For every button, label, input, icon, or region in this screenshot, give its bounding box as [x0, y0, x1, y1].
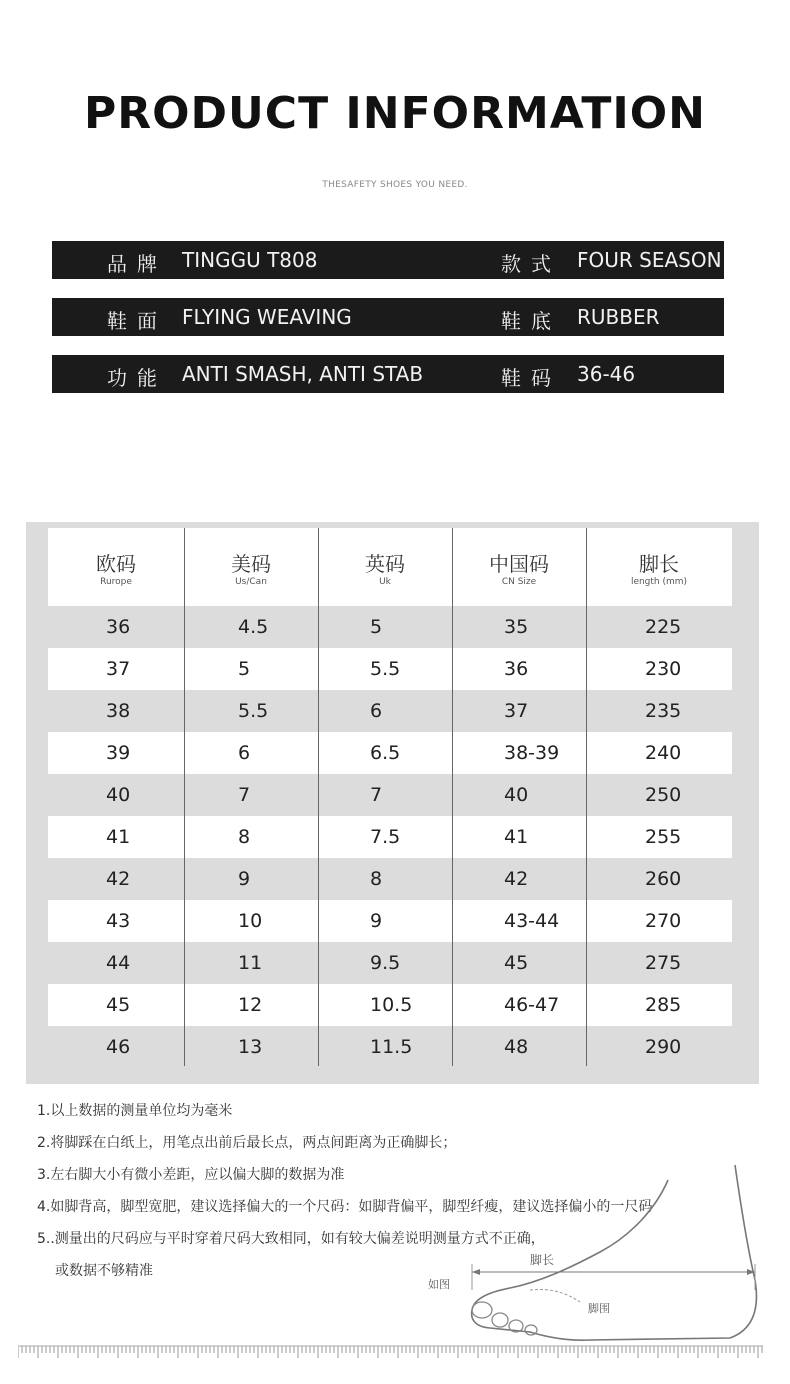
info-label-brand: 品牌 — [107, 252, 167, 276]
table-cell: 4.5 — [238, 616, 269, 638]
info-value-upper: FLYING WEAVING — [182, 305, 352, 329]
info-label-size: 鞋码 — [501, 366, 561, 390]
table-cell: 10.5 — [370, 994, 413, 1016]
note-3: 3.左右脚大小有微小差距，应以偏大脚的数据为准 — [37, 1167, 345, 1183]
table-row — [48, 774, 732, 816]
header-eu — [48, 528, 184, 606]
table-row — [48, 606, 732, 648]
info-bar-2 — [52, 298, 724, 336]
table-cell: 48 — [504, 1036, 529, 1058]
page-subtitle: THESAFETY SHOES YOU NEED. — [322, 180, 468, 190]
table-cell: 230 — [645, 658, 682, 680]
column-divider — [586, 528, 587, 1066]
info-value-sole: RUBBER — [577, 305, 660, 329]
size-table-header — [48, 528, 732, 606]
table-cell: 6 — [238, 742, 251, 764]
table-cell: 43-44 — [504, 910, 560, 932]
table-cell: 42 — [504, 868, 529, 890]
table-cell: 12 — [238, 994, 263, 1016]
header-uk-en: Uk — [379, 577, 391, 587]
table-cell: 260 — [645, 868, 682, 890]
table-cell: 36 — [504, 658, 529, 680]
header-us-en: Us/Can — [235, 577, 267, 587]
table-cell: 38-39 — [504, 742, 560, 764]
table-row — [48, 858, 732, 900]
table-cell: 6.5 — [370, 742, 401, 764]
table-cell: 8 — [238, 826, 251, 848]
table-row — [48, 1026, 732, 1068]
info-value-size: 36-46 — [577, 362, 636, 386]
table-cell: 45 — [106, 994, 131, 1016]
info-value-function: ANTI SMASH, ANTI STAB — [182, 362, 424, 386]
info-value-style: FOUR SEASON — [577, 248, 722, 272]
table-cell: 7 — [370, 784, 383, 806]
table-cell: 5 — [238, 658, 251, 680]
header-length — [586, 528, 732, 606]
table-cell: 5 — [370, 616, 383, 638]
table-cell: 5.5 — [238, 700, 269, 722]
note-2: 2.将脚踩在白纸上，用笔点出前后最长点，两点间距离为正确脚长； — [37, 1135, 457, 1151]
table-cell: 7.5 — [370, 826, 401, 848]
info-label-function: 功能 — [107, 366, 167, 390]
table-cell: 275 — [645, 952, 682, 974]
table-cell: 41 — [504, 826, 529, 848]
diagram-label-jiaowei: 脚围 — [588, 1302, 610, 1315]
table-row — [48, 942, 732, 984]
table-cell: 13 — [238, 1036, 263, 1058]
table-cell: 46-47 — [504, 994, 560, 1016]
foot-outline-icon — [472, 1165, 757, 1340]
note-5-continued: 或数据不够精准 — [55, 1263, 153, 1279]
info-value-brand: TINGGU T808 — [182, 248, 318, 272]
table-cell: 6 — [370, 700, 383, 722]
ruler-icon — [18, 1344, 763, 1360]
table-cell: 39 — [106, 742, 131, 764]
table-row — [48, 900, 732, 942]
header-cn-zh: 中国码 — [489, 552, 549, 576]
table-cell: 38 — [106, 700, 131, 722]
table-row — [48, 816, 732, 858]
header-length-en: length (mm) — [630, 577, 688, 587]
header-uk — [318, 528, 452, 606]
table-cell: 46 — [106, 1036, 131, 1058]
note-1: 1.以上数据的测量单位均为毫米 — [37, 1103, 233, 1119]
column-divider — [318, 528, 319, 1066]
table-cell: 8 — [370, 868, 383, 890]
table-cell: 37 — [106, 658, 131, 680]
table-cell: 9 — [370, 910, 383, 932]
diagram-label-ruguo: 如图 — [428, 1278, 450, 1291]
table-cell: 225 — [645, 616, 682, 638]
header-eu-zh: 欧码 — [96, 552, 136, 576]
table-row — [48, 984, 732, 1026]
column-divider — [452, 528, 453, 1066]
header-uk-zh: 英码 — [365, 552, 405, 576]
foot-measure-diagram — [410, 1160, 770, 1350]
page-title: PRODUCT INFORMATION — [84, 88, 706, 139]
table-cell: 11 — [238, 952, 263, 974]
header-length-zh: 脚长 — [639, 552, 679, 576]
table-cell: 36 — [106, 616, 131, 638]
info-bar-3 — [52, 355, 724, 393]
table-cell: 290 — [645, 1036, 682, 1058]
info-label-sole: 鞋底 — [501, 309, 561, 333]
header-cn — [452, 528, 586, 606]
header-us — [184, 528, 318, 606]
table-cell: 285 — [645, 994, 682, 1016]
table-cell: 11.5 — [370, 1036, 413, 1058]
table-row — [48, 690, 732, 732]
column-divider — [184, 528, 185, 1066]
table-cell: 40 — [504, 784, 529, 806]
table-cell: 9 — [238, 868, 251, 890]
table-cell: 5.5 — [370, 658, 401, 680]
info-bar-1 — [52, 241, 724, 279]
table-row — [48, 732, 732, 774]
table-row — [48, 648, 732, 690]
table-cell: 10 — [238, 910, 263, 932]
header-us-zh: 美码 — [231, 552, 271, 576]
info-label-upper: 鞋面 — [107, 309, 167, 333]
diagram-label-length: 脚长 — [530, 1253, 555, 1267]
note-4: 4.如脚背高，脚型宽肥，建议选择偏大的一个尺码：如脚背偏平，脚型纤瘦，建议选择偏小的一尺码 — [37, 1199, 653, 1215]
table-cell: 250 — [645, 784, 682, 806]
table-cell: 41 — [106, 826, 131, 848]
header-cn-en: CN Size — [501, 577, 537, 587]
table-cell: 9.5 — [370, 952, 401, 974]
table-cell: 235 — [645, 700, 682, 722]
header-eu-en: Rurope — [100, 577, 132, 587]
table-cell: 43 — [106, 910, 131, 932]
table-cell: 37 — [504, 700, 529, 722]
table-cell: 7 — [238, 784, 251, 806]
table-cell: 270 — [645, 910, 682, 932]
table-cell: 240 — [645, 742, 682, 764]
note-5: 5..测量出的尺码应与平时穿着尺码大致相同，如有较大偏差说明测量方式不正确， — [37, 1231, 545, 1247]
table-cell: 44 — [106, 952, 131, 974]
table-cell: 40 — [106, 784, 131, 806]
table-cell: 255 — [645, 826, 682, 848]
table-cell: 42 — [106, 868, 131, 890]
table-cell: 35 — [504, 616, 529, 638]
info-label-style: 款式 — [501, 252, 561, 276]
table-cell: 45 — [504, 952, 529, 974]
size-chart — [26, 522, 759, 1084]
